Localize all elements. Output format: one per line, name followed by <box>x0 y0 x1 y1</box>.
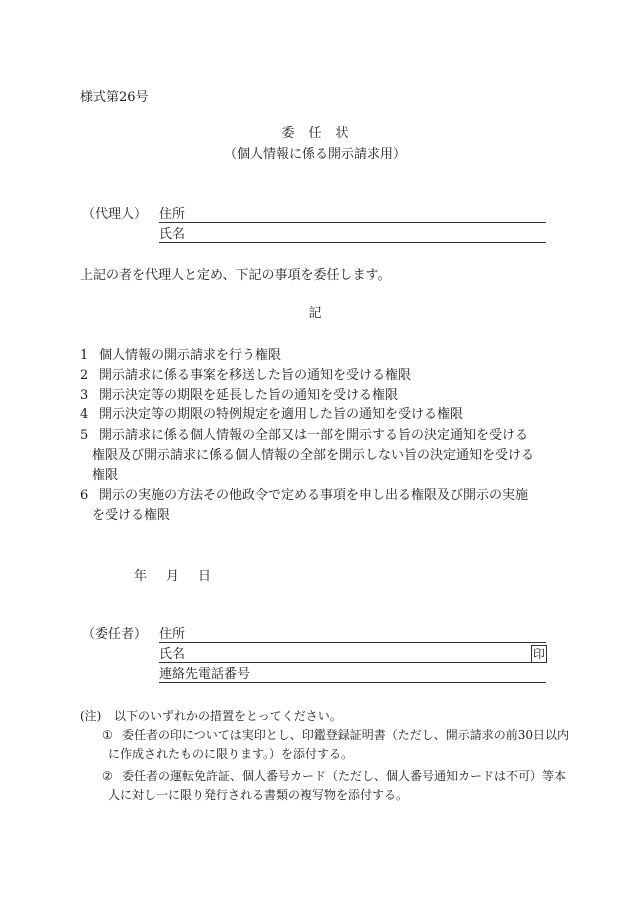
agent-name-label: 氏名 <box>159 227 186 242</box>
notes-label: (注) <box>80 709 102 723</box>
list-item-continuation: を受ける権限 <box>92 508 171 523</box>
agent-label: （代理人） <box>82 207 148 222</box>
form-number: 様式第26号 <box>80 90 149 105</box>
list-item-number: 1 <box>80 348 89 363</box>
agent-name-field[interactable] <box>159 242 546 243</box>
list-item-number: 5 <box>80 428 89 443</box>
seal-stamp-box: 印 <box>532 647 545 661</box>
delegation-text: 上記の者を代理人と定め、下記の事項を委任します。 <box>80 268 391 283</box>
note-item: 委任者の印については実印とし、印鑑登録証明書（ただし、開示請求の前30日以内 <box>122 728 570 742</box>
list-item: 個人情報の開示請求を行う権限 <box>99 348 282 363</box>
list-item-number: 2 <box>80 368 89 383</box>
principal-name-label: 氏名 <box>159 647 186 662</box>
note-mark: ② <box>102 769 113 783</box>
note-item-continuation: 人に対し一に限り発行される書類の複写物を添付する。 <box>108 788 409 802</box>
agent-address-label: 住所 <box>159 207 186 222</box>
list-item-number: 3 <box>80 388 89 403</box>
principal-address-field[interactable] <box>159 642 546 643</box>
list-item: 開示の実施の方法その他政令で定める事項を申し出る権限及び開示の実施 <box>99 488 529 503</box>
principal-name-field[interactable] <box>159 662 546 663</box>
list-item: 開示請求に係る個人情報の全部又は一部を開示する旨の決定通知を受ける <box>99 428 529 443</box>
document-subtitle: （個人情報に係る開示請求用） <box>223 147 406 162</box>
list-item: 開示決定等の期限の特例規定を適用した旨の通知を受ける権限 <box>99 407 464 422</box>
ki-heading: 記 <box>308 306 322 321</box>
note-mark: ① <box>102 728 113 742</box>
list-item-continuation: 権限 <box>92 468 119 483</box>
list-item-continuation: 権限及び開示請求に係る個人情報の全部を開示しない旨の決定通知を受ける <box>92 448 535 463</box>
list-item-number: 4 <box>80 407 89 422</box>
list-item: 開示請求に係る事案を移送した旨の通知を受ける権限 <box>99 368 412 383</box>
list-item-number: 6 <box>80 488 89 503</box>
principal-phone-field[interactable] <box>159 682 546 683</box>
document-title: 委任状 <box>281 126 363 141</box>
principal-address-label: 住所 <box>159 627 186 642</box>
principal-label: （委任者） <box>82 627 148 642</box>
principal-phone-label: 連絡先電話番号 <box>159 667 251 682</box>
note-item-continuation: に作成されたものに限ります。）を添付する。 <box>108 747 354 761</box>
list-item: 開示決定等の期限を延長した旨の通知を受ける権限 <box>99 388 399 403</box>
agent-address-field[interactable] <box>159 222 546 223</box>
note-item: 委任者の運転免許証、個人番号カード（ただし、個人番号通知カードは不可）等本 <box>122 769 567 783</box>
date-field[interactable]: 年 月 日 <box>134 569 215 584</box>
notes-intro: 以下のいずれかの措置をとってください。 <box>114 709 342 723</box>
